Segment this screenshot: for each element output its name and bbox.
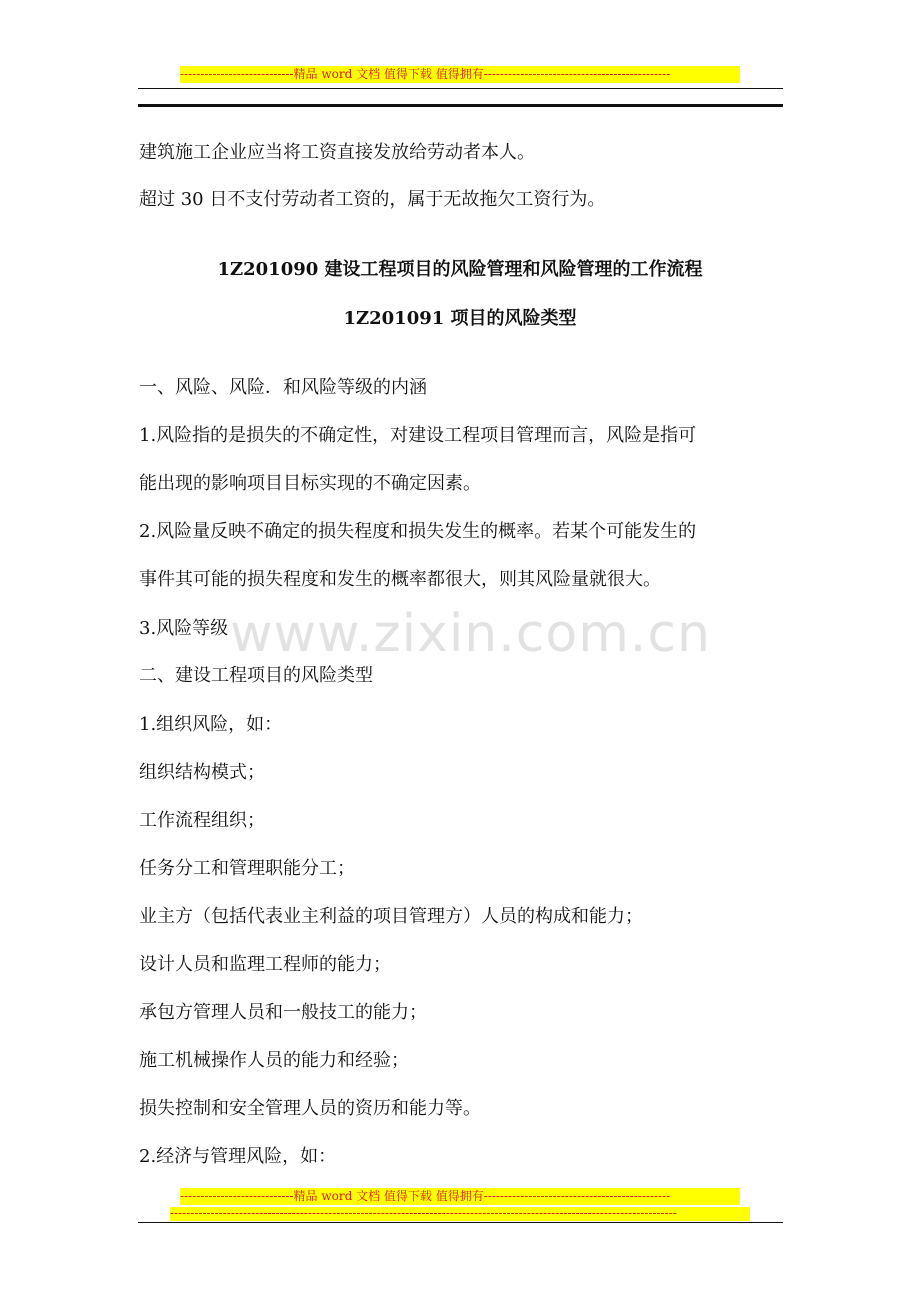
site-watermark: www.zixin.com.cn bbox=[230, 604, 711, 664]
paragraph-line: 能出现的影响项目目标实现的不确定因素。 bbox=[139, 473, 481, 494]
paragraph-line: 建筑施工企业应当将工资直接发放给劳动者本人。 bbox=[139, 142, 535, 163]
footer-banner: ----------------------------精品 word 文档 值得下载 值得拥有---------------------------------------------- bbox=[180, 1188, 740, 1205]
paragraph-line: 业主方（包括代表业主利益的项目管理方）人员的构成和能力； bbox=[139, 906, 643, 927]
footer-rule bbox=[138, 1222, 783, 1223]
paragraph-line: 2.经济与管理风险，如： bbox=[139, 1146, 337, 1167]
paragraph-line: 超过 30 日不支付劳动者工资的，属于无故拖欠工资行为。 bbox=[139, 189, 606, 210]
paragraph-line: 设计人员和监理工程师的能力； bbox=[139, 954, 391, 975]
subsection-heading: 1Z201091 项目的风险类型 bbox=[343, 308, 577, 329]
header-rule-thick bbox=[138, 104, 783, 107]
paragraph-line: 事件其可能的损失程度和发生的概率都很大，则其风险量就很大。 bbox=[139, 569, 661, 590]
footer-dash-line: ----------------------------------------------------------------------------------------------------------------------------- bbox=[170, 1207, 750, 1221]
paragraph-line: 2.风险量反映不确定的损失程度和损失发生的概率。若某个可能发生的 bbox=[139, 521, 697, 542]
paragraph-line: 二、建设工程项目的风险类型 bbox=[139, 665, 373, 686]
paragraph-line: 任务分工和管理职能分工； bbox=[139, 858, 355, 879]
header-rule-thin bbox=[138, 88, 783, 89]
paragraph-line: 施工机械操作人员的能力和经验； bbox=[139, 1050, 409, 1071]
paragraph-line: 损失控制和安全管理人员的资历和能力等。 bbox=[139, 1098, 481, 1119]
paragraph-line: 工作流程组织； bbox=[139, 810, 265, 831]
header-banner: ----------------------------精品 word 文档 值得下载 值得拥有---------------------------------------------- bbox=[180, 66, 740, 83]
paragraph-line: 组织结构模式； bbox=[139, 762, 265, 783]
section-heading: 1Z201090 建设工程项目的风险管理和风险管理的工作流程 bbox=[217, 259, 703, 280]
paragraph-line: 3.风险等级 bbox=[139, 618, 229, 639]
paragraph-line: 一、风险、风险．和风险等级的内涵 bbox=[139, 377, 427, 398]
paragraph-line: 承包方管理人员和一般技工的能力； bbox=[139, 1002, 427, 1023]
paragraph-line: 1.组织风险，如： bbox=[139, 714, 283, 735]
paragraph-line: 1.风险指的是损失的不确定性，对建设工程项目管理而言，风险是指可 bbox=[139, 425, 697, 446]
